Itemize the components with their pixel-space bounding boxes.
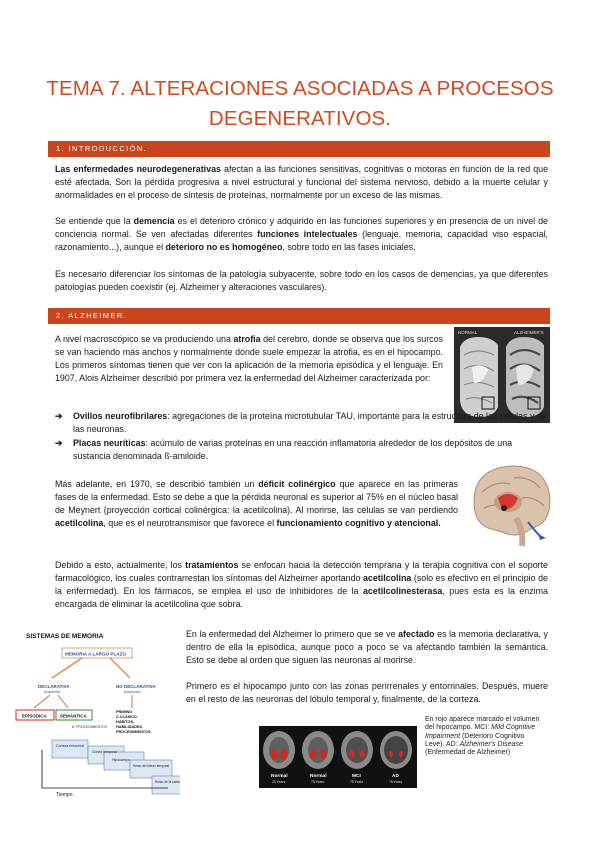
no-decl-item: C.CLÁSICO <box>116 715 137 719</box>
alz-paragraph-tratamientos <box>55 559 548 611</box>
italic-term: Mild Cognitive Impairment <box>425 724 536 740</box>
mri-scan-4 <box>380 731 412 769</box>
bold-term: funcionamiento cognitivo y atencional. <box>276 518 441 528</box>
text-run: Se entiende que la <box>55 216 134 226</box>
list-item-ovillos <box>73 410 548 436</box>
bold-term: demencia <box>133 216 175 226</box>
alz-paragraph-orden <box>186 680 548 706</box>
step-label: Resto del lóbulo temporal <box>133 764 170 768</box>
procedimientos-note: B. PROCEDIMIENTOS <box>72 725 107 729</box>
brain-comparison-figure <box>454 327 550 423</box>
list-item <box>55 410 548 436</box>
text-run: En rojo aparece marcado el volumen del hipocampo. MCI: <box>425 716 540 732</box>
section-heading-alzheimer: 2. ALZHEIMER. <box>48 308 550 324</box>
arrow-icon: ➔ <box>55 411 63 421</box>
text-run: , sobre todo en las fases iniciales. <box>282 242 416 252</box>
arrow-icon: ➔ <box>55 438 63 448</box>
alzheimer-brain-slice <box>506 337 544 417</box>
mri-age: 75 Years <box>389 780 403 784</box>
alz-paragraph-atrofia <box>55 333 443 385</box>
semantica-box: SEMÁNTICA <box>60 713 87 719</box>
mri-comparison-figure <box>259 726 417 788</box>
bold-term: acetilcolina <box>55 518 104 528</box>
text-run: se enfocan hacia la detección temprana y la terapia cognitiva con el soporte farmacológico, los cuales contrarrestan los síntomas del Alzheimer aportando <box>55 560 548 583</box>
mri-label: MCI <box>352 774 361 779</box>
memory-systems-diagram <box>12 628 180 800</box>
time-axis-label: Tiempo <box>56 792 73 798</box>
alz-paragraph-memoria <box>186 628 548 667</box>
intro-paragraph-1 <box>55 163 548 202</box>
mri-scan-2 <box>302 731 334 769</box>
declarativa-sub: (explícita) <box>44 690 61 694</box>
text-run: es el deterioro crónico y adquirido en las funciones superiores y en presencia de un nivel de conciencia normal. Se ven afectadas diferentes <box>55 216 548 239</box>
bold-term: deterioro no es homogéneo <box>165 242 283 252</box>
mri-age: 75 Years <box>311 780 325 784</box>
bold-term: afectado <box>398 629 435 639</box>
mri-age: 25 Years <box>272 780 286 784</box>
text-run: Más adelante, en 1970, se describió también un <box>55 479 259 489</box>
text-run: En la enfermedad del Alzheimer lo primero que se ve <box>186 629 399 639</box>
no-declarativa-label: NO DECLARATIVA <box>116 684 156 689</box>
mri-scan-1 <box>263 731 295 769</box>
step-label: Córtex temporal <box>92 750 117 754</box>
bold-term: Las enfermedades neurodegenerativas <box>55 164 221 174</box>
mri-caption <box>425 716 543 757</box>
bold-term: funciones intelectuales <box>257 229 358 239</box>
no-decl-item: PRIMING <box>116 710 133 714</box>
bold-term: acetilcolinesterasa <box>362 586 443 596</box>
text-run: , que es el neurotransmisor que favorece el <box>103 518 277 528</box>
section-heading-introduccion: 1. INTRODUCCIÓN. <box>48 141 550 157</box>
no-declarativa-sub: (implícita) <box>124 690 141 694</box>
text-run: (lenguaje, memoria, capacidad viso espacial, razonamiento...), aunque el <box>55 229 548 252</box>
text-run: : agregaciones de la proteína microtubular TAU, importante para la estructura de las células y de las neuronas. <box>73 411 547 434</box>
italic-term: Alzheimer's Disease <box>459 740 523 748</box>
text-run: Debido a esto, actualmente, los <box>55 560 186 570</box>
step-label: Hipocampo <box>112 758 130 762</box>
text-run: que aparece en las primeras fases de la enfermedad. Esto se debe a que la pérdida neuronal es superior al 75% en el núcleo basal de Meynert (proyección cortical colinérgica: la acetilcolina). Al morirse, las células se van perdiendo <box>55 479 458 515</box>
page-title: TEMA 7. ALTERACIONES ASOCIADAS A PROCESOS DEGENERATIVOS. <box>46 77 554 130</box>
normal-label: NORMAL <box>458 330 478 335</box>
no-decl-item: HÁBITOS, <box>116 720 135 724</box>
bold-term: atrofia <box>233 334 261 344</box>
text-run: Primero es el hipocampo junto con las zonas perirrenales y entorrinales. Después, muere en el resto de las neuronas del lóbulo temporal y, finalmente, de la corteza. <box>186 681 548 704</box>
text-run: (solo es efectivo en el principio de la enfermedad). En los fármacos, se emplea el uso de inhibidores de la <box>55 573 548 596</box>
brain-sagittal-figure <box>468 458 554 550</box>
diagram-title: SISTEMAS DE MEMORIA <box>26 633 104 640</box>
step-label: Corteza entorrinal <box>56 744 84 748</box>
bold-term: acetilcolina <box>362 573 412 583</box>
episodica-box: EPISÓDICA <box>22 713 47 719</box>
mri-scan-3 <box>341 731 373 769</box>
bold-term: déficit colinérgico <box>258 479 336 489</box>
text-run: Es necesario diferenciar los síntomas de la patología subyacente, sobre todo en los casos de demencias, ya que diferentes patologías pueden coexistir (ej. Alzheimer y alteraciones vasculares). <box>55 269 548 292</box>
bold-term: tratamientos <box>185 560 239 570</box>
mri-age: 75 Years <box>350 780 364 784</box>
text-run: es la memoria declarativa, y dentro de ella la episódica, aunque poco a poco se va afectando también la semántica. Esto se debe al orden que siguen las neuronas al morirse. <box>186 629 548 665</box>
bold-term: Placas neuríticas <box>73 438 146 448</box>
mri-label: Normal <box>271 774 288 779</box>
text-run: A nivel macroscópico se va produciendo una <box>55 334 234 344</box>
bold-term: Ovillos neurofibrilares <box>73 411 168 421</box>
mri-label: AD <box>392 774 399 779</box>
alzheimer-label: ALZHEIMER'S <box>514 330 544 335</box>
long-term-memory-box: MEMORIA A LARGO PLAZO <box>65 651 126 657</box>
alz-paragraph-colinergico <box>55 478 458 530</box>
text-run: , pues esta es la enzima encargada de eliminar la acetilcolina que sobra. <box>55 586 548 609</box>
declarativa-label: DECLARATIVA <box>38 684 70 689</box>
step-label: Resto de la corteza <box>155 780 180 784</box>
mri-label: Normal <box>310 774 327 779</box>
no-decl-item: PROCEDIMIENTOS <box>116 730 151 734</box>
intro-paragraph-2 <box>55 215 548 254</box>
text-run: (Enfermedad de Alzheimer) <box>425 749 511 757</box>
normal-brain-slice <box>460 337 498 417</box>
text-run: del cerebro, donde se observa que los surcos se van haciendo más anchos y normalmente dónde suele empezar la atrofia, es en el hipocampo. Los primeros síntomas tienen que ver con la aplicación de la memoria episódica y el lenguaje. En 1907, Alois Alzheimer describió por primera vez la enfermedad del Alzheimer caracterizada por: <box>55 334 443 383</box>
intro-paragraph-3 <box>55 268 548 294</box>
no-decl-item: HABILIDADES, <box>116 725 144 729</box>
text-run: : acúmulo de varias proteínas en una reacción inflamatoria alrededor de los depósitos de una sustancia denominada ß-amiloide. <box>73 438 513 461</box>
text-run: (Deterioro Cognitivo Leve). AD: <box>425 732 525 748</box>
text-run: afectan a las funciones sensitivas, cognitivas o motoras en función de la red que esté afectada. Son la pérdida progresiva a nivel estructural y funcional del sistema nervioso, debido a la muerte celular y anormalidades en el proceso de síntesis de proteínas, normalmente por un exceso de las mismas. <box>55 164 549 200</box>
